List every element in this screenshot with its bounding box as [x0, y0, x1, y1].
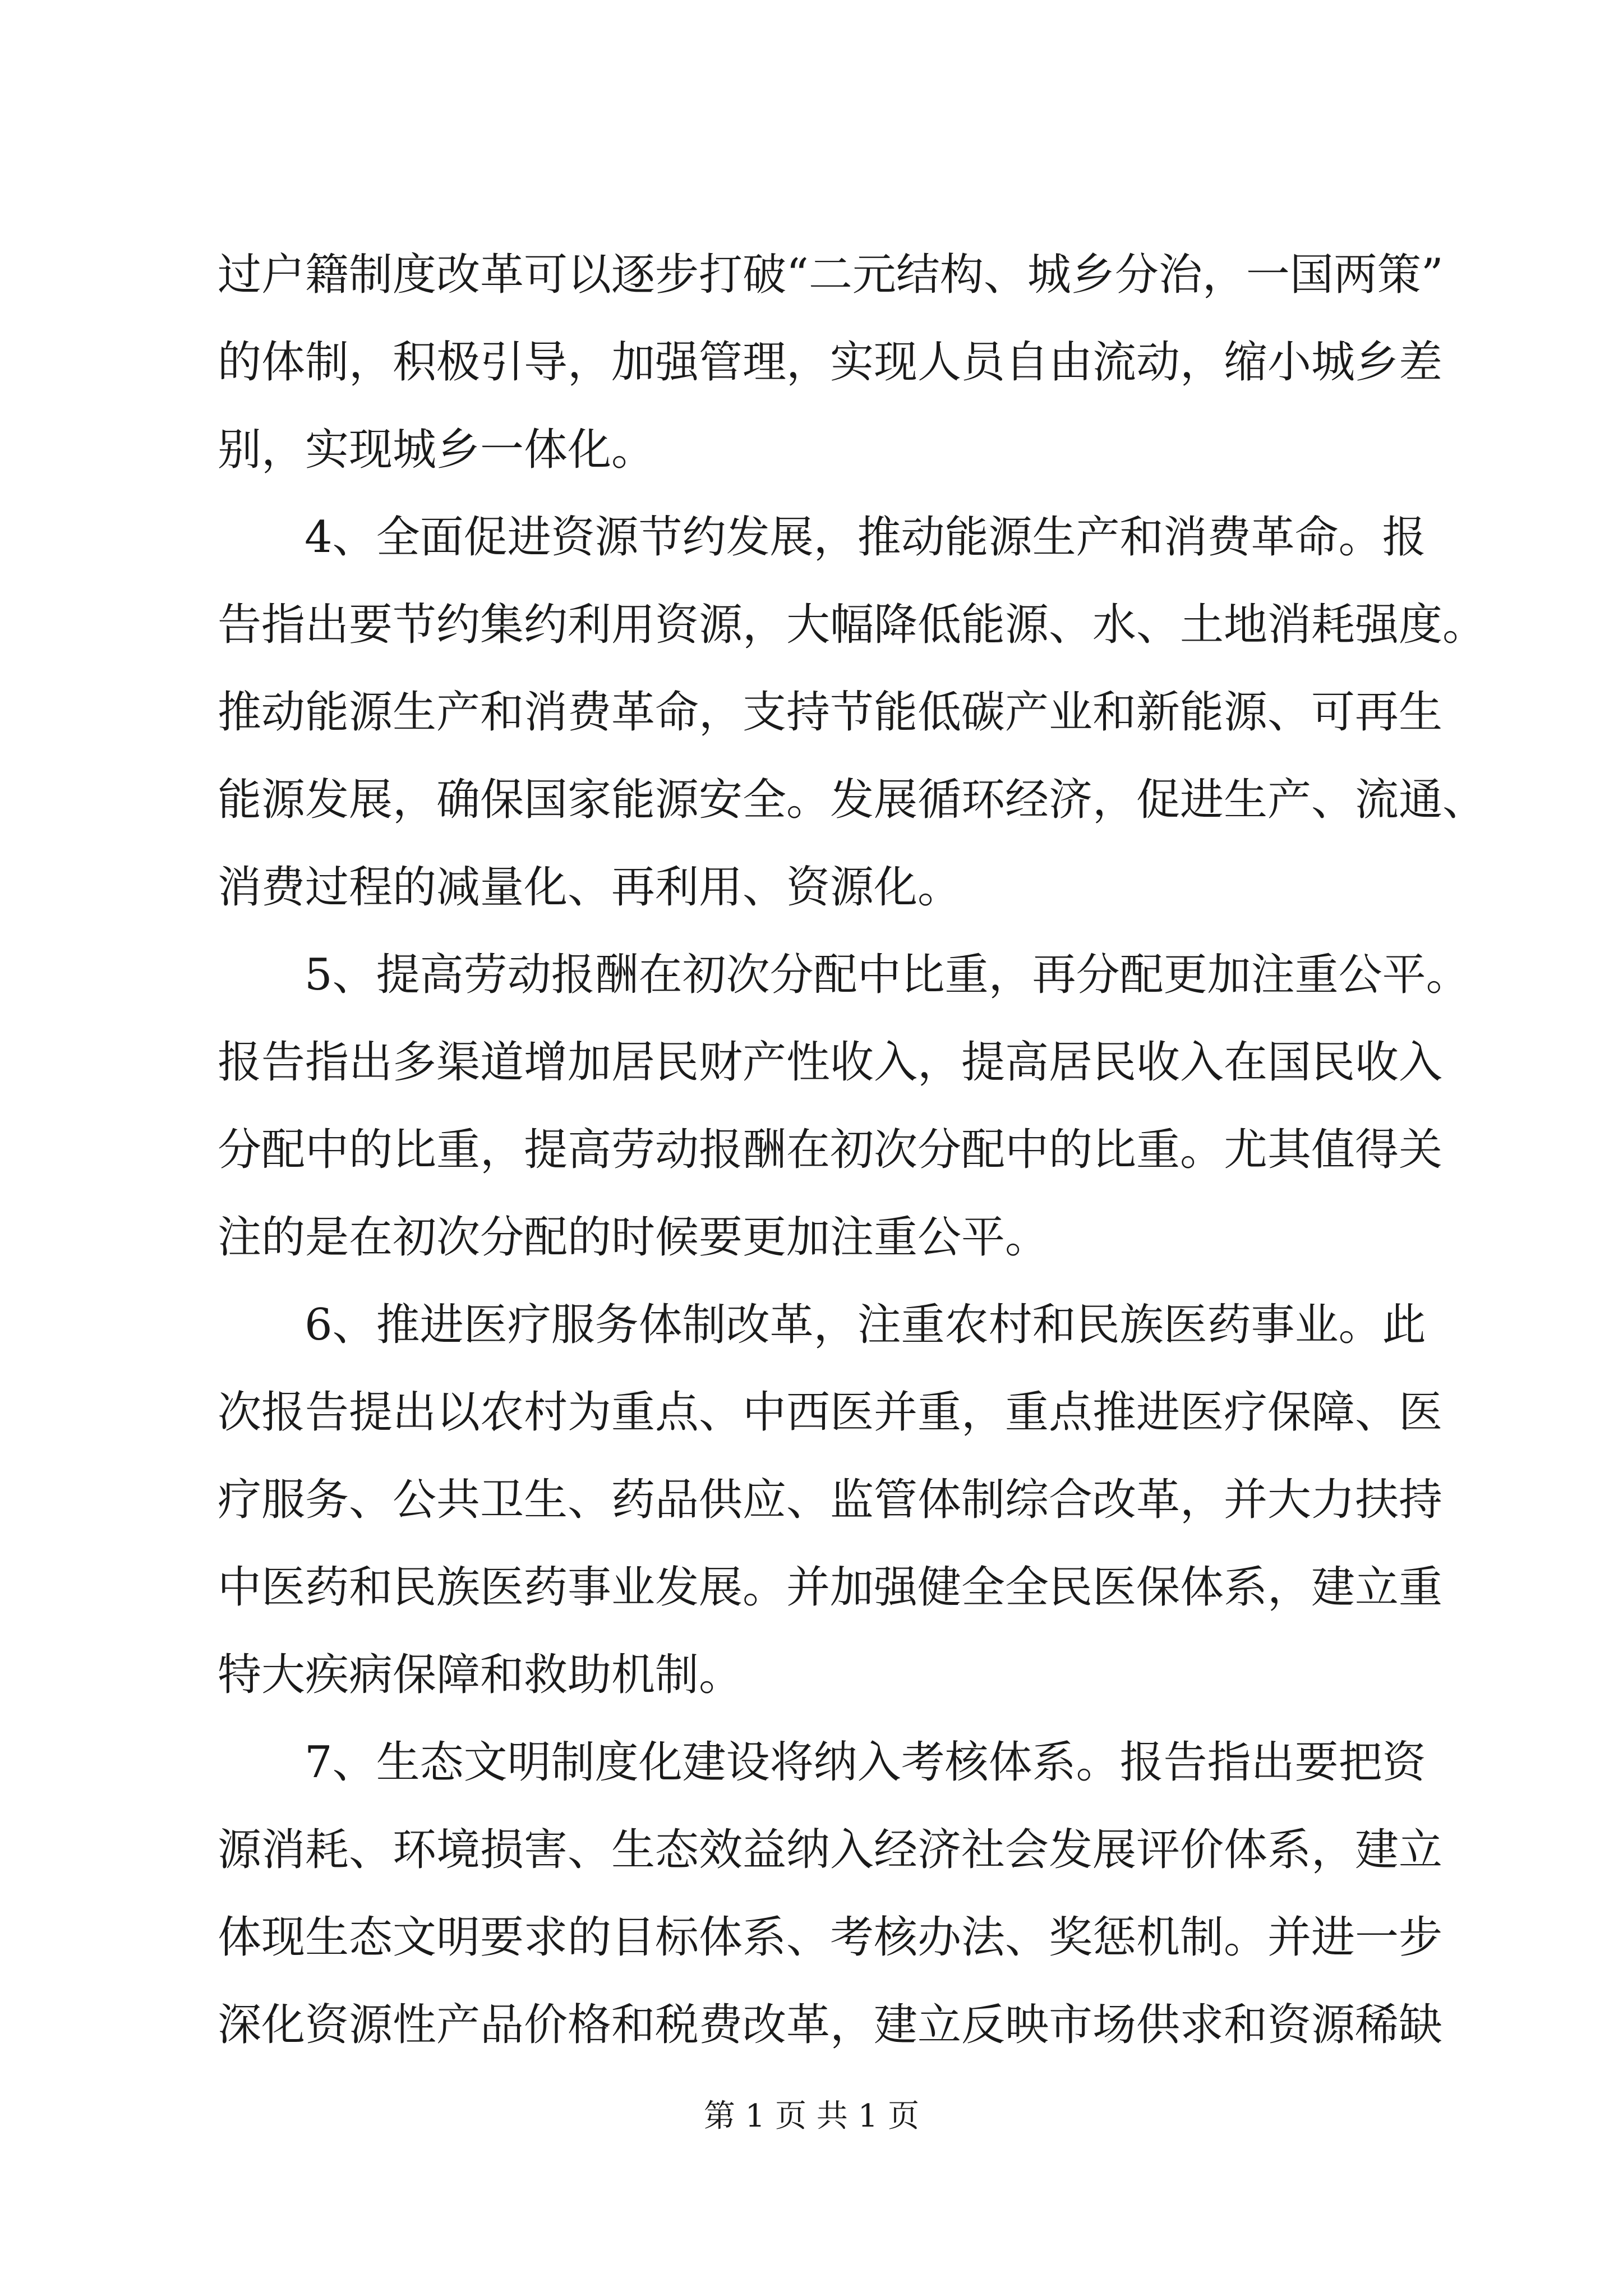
- text-line: 注的是在初次分配的时候要更加注重公平。: [218, 1212, 1049, 1263]
- text-line: 特大疾病保障和救助机制。: [218, 1650, 743, 1700]
- paragraph-7-heading-line: 7、生态文明制度化建设将纳入考核体系。报告指出要把资: [305, 1737, 1426, 1788]
- text-line: 中医药和民族医药事业发展。并加强健全全民医保体系，建立重: [218, 1562, 1443, 1613]
- paragraph-6-heading-line: 6、推进医疗服务体制改革，注重农村和民族医药事业。此: [305, 1300, 1426, 1350]
- text-line: 的体制，积极引导，加强管理，实现人员自由流动，缩小城乡差: [218, 337, 1443, 388]
- text-line: 别，实现城乡一体化。: [218, 425, 656, 475]
- text-line: 次报告提出以农村为重点、中西医并重，重点推进医疗保障、医: [218, 1387, 1443, 1438]
- text-line: 疗服务、公共卫生、药品供应、监管体制综合改革，并大力扶持: [218, 1475, 1443, 1525]
- text-line: 消费过程的减量化、再利用、资源化。: [218, 862, 962, 913]
- text-line: 源消耗、环境损害、生态效益纳入经济社会发展评价体系，建立: [218, 1825, 1443, 1875]
- paragraph-5-heading-line: 5、提高劳动报酬在初次分配中比重，再分配更加注重公平。: [305, 950, 1470, 1000]
- paragraph-4-heading-line: 4、全面促进资源节约发展，推动能源生产和消费革命。报: [305, 512, 1426, 563]
- text-line: 体现生态文明要求的目标体系、考核办法、奖惩机制。并进一步: [218, 1912, 1443, 1963]
- text-line: 报告指出多渠道增加居民财产性收入，提高居民收入在国民收入: [218, 1037, 1443, 1088]
- page-footer: 第 1 页 共 1 页: [703, 2098, 920, 2134]
- text-line: 深化资源性产品价格和税费改革，建立反映市场供求和资源稀缺: [218, 2000, 1443, 2050]
- text-line: 分配中的比重，提高劳动报酬在初次分配中的比重。尤其值得关: [218, 1125, 1443, 1175]
- text-line: 告指出要节约集约利用资源，大幅降低能源、水、土地消耗强度。: [218, 600, 1487, 650]
- text-line: 过户籍制度改革可以逐步打破“二元结构、城乡分治，一国两策”: [218, 250, 1444, 300]
- text-line: 能源发展，确保国家能源安全。发展循环经济，促进生产、流通、: [218, 775, 1487, 825]
- text-line: 推动能源生产和消费革命，支持节能低碳产业和新能源、可再生: [218, 687, 1443, 738]
